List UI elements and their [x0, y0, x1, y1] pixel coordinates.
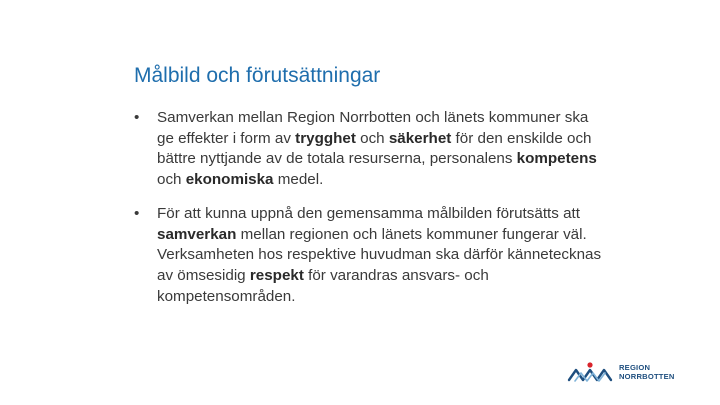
bullet-text-run: För att kunna uppnå den gemensamma målbilden förutsätts att: [157, 204, 580, 222]
bullet-marker: •: [134, 204, 140, 222]
logo-text: [619, 363, 675, 381]
bullet-emphasis: kompetens: [516, 150, 597, 168]
bullet-text: [157, 108, 604, 191]
bullet-text-run: och: [157, 171, 186, 189]
bullet-text-run: Samverkan mellan Region Norrbotten och länets kommuner ska ge effekter i form av: [157, 109, 589, 147]
bullet-text-run: medel.: [273, 171, 324, 189]
bullet-emphasis: säkerhet: [388, 129, 452, 147]
logo-line-region: REGION: [619, 363, 651, 372]
bullet-emphasis: respekt: [249, 266, 304, 284]
bullet-list: [134, 108, 604, 320]
bullet-item: [134, 204, 604, 308]
bullet-text: [157, 204, 604, 308]
region-norrbotten-logo: [567, 361, 683, 385]
logo-line-norrbotten: NORRBOTTEN: [619, 372, 675, 381]
bullet-marker: •: [134, 109, 140, 126]
bullet-text-run: för den enskilde och bättre nyttjande av de totala resurserna, personalens: [157, 129, 592, 168]
bullet-emphasis: samverkan: [157, 225, 237, 243]
slide-title: Målbild och förutsättningar: [134, 64, 381, 87]
bullet-emphasis: ekonomiska: [185, 171, 274, 189]
bullet-emphasis: trygghet: [295, 129, 356, 147]
bullet-text-run: för varandras ansvars- och kompetensområden.: [157, 266, 489, 305]
bullet-text-run: mellan regionen och länets kommuner fungerar väl. Verksamheten hos respektive huvudman ska därför kännetecknas av ömsesidig: [157, 225, 602, 284]
logo-mark-icon: [567, 361, 617, 385]
bullet-text-run: och: [355, 129, 389, 147]
bullet-item: [134, 108, 604, 191]
